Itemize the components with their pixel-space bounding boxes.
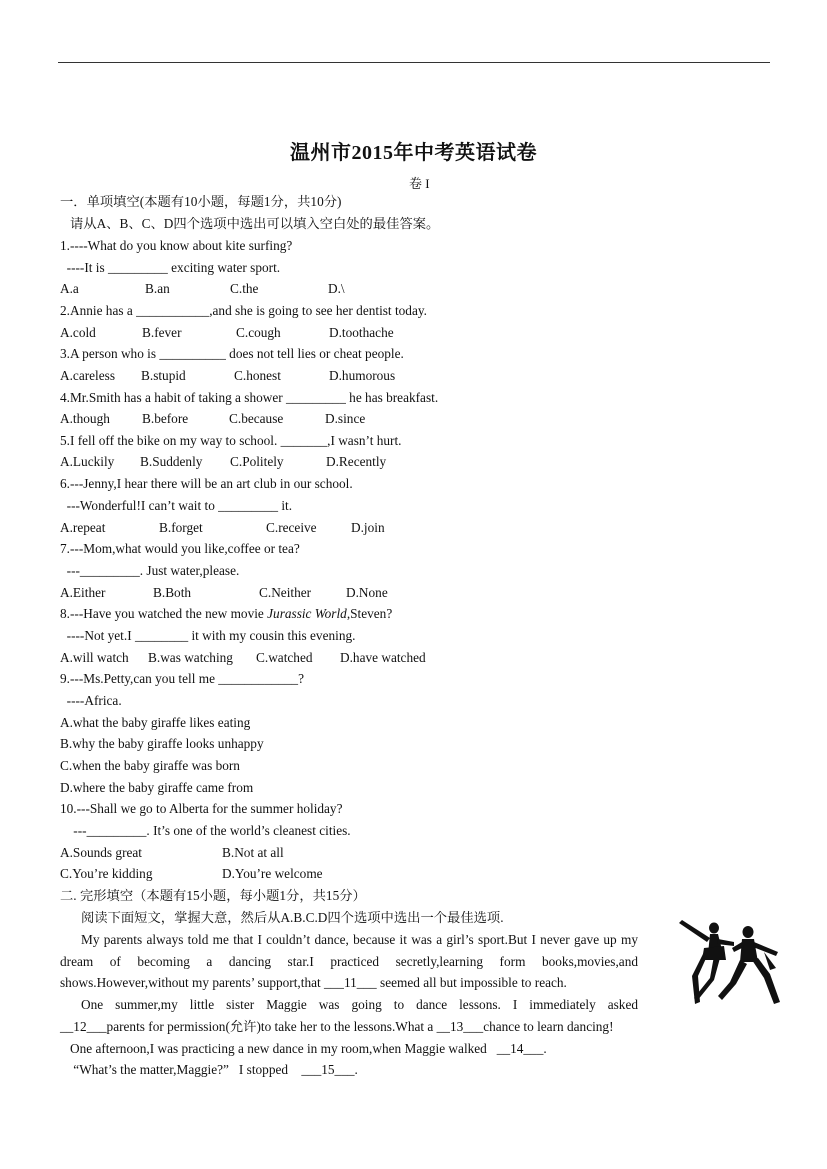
q2-option-c: C.cough bbox=[236, 325, 281, 340]
q7-option-d: D.None bbox=[346, 585, 388, 600]
q3-stem: 3.A person who is __________ does not tell lies or cheat people. bbox=[60, 346, 404, 361]
q2-option-a: A.cold bbox=[60, 325, 96, 340]
q7-stem: 7.---Mom,what would you like,coffee or tea? bbox=[60, 541, 300, 556]
passage-paragraph-2a: One summer,my little sister Maggie was going to dance lessons. I immediately asked bbox=[81, 997, 638, 1012]
q5-option-a: A.Luckily bbox=[60, 454, 115, 469]
q5-option-b: B.Suddenly bbox=[140, 454, 203, 469]
q9-stem: 9.---Ms.Petty,can you tell me ____________? bbox=[60, 671, 304, 686]
q4-option-c: C.because bbox=[229, 411, 284, 426]
q1-stem2: ----It is _________ exciting water sport. bbox=[60, 260, 281, 275]
q1-stem: 1.----What do you know about kite surfing? bbox=[60, 238, 293, 253]
q8-stem2: ----Not yet.I ________ it with my cousin this evening. bbox=[60, 628, 356, 643]
passage-paragraph-1: My parents always told me that I couldn’t dance, because it was a girl’s sport.But I never gave up my dream of becoming a dancing star.I practiced secretly,learning form books,movies,and shows.However,without my parents’ support,that ___11___ seemed all but impossible to reach. bbox=[60, 932, 638, 991]
section1-heading: 一．单项填空(本题有10小题，每题1分，共10分) bbox=[60, 194, 342, 209]
q9-option-b: B.why the baby giraffe looks unhappy bbox=[60, 736, 264, 751]
q4-stem: 4.Mr.Smith has a habit of taking a shower _________ he has breakfast. bbox=[60, 390, 439, 405]
q10-option-b: B.Not at all bbox=[222, 845, 284, 860]
section2-heading: 二. 完形填空（本题有15小题，每小题1分，共15分） bbox=[60, 888, 366, 903]
q3-option-c: C.honest bbox=[234, 368, 281, 383]
q8-option-a: A.will watch bbox=[60, 650, 129, 665]
q9-stem2: ----Africa. bbox=[60, 693, 122, 708]
q5-option-d: D.Recently bbox=[326, 454, 387, 469]
q7-option-a: A.Either bbox=[60, 585, 106, 600]
q1-option-a: A.a bbox=[60, 281, 79, 296]
q8-stem-post: ,Steven? bbox=[346, 606, 393, 621]
q10-stem2: ---_________. It’s one of the world’s cleanest cities. bbox=[60, 823, 351, 838]
q9-option-a: A.what the baby giraffe likes eating bbox=[60, 715, 251, 730]
passage-paragraph-3: One afternoon,I was practicing a new dance in my room,when Maggie walked __14___. bbox=[60, 1041, 547, 1056]
page-title: 温州市2015年中考英语试卷 bbox=[290, 142, 537, 164]
q2-stem: 2.Annie has a ___________,and she is going to see her dentist today. bbox=[60, 303, 427, 318]
q8-option-c: C.watched bbox=[256, 650, 313, 665]
q3-option-b: B.stupid bbox=[141, 368, 186, 383]
q4-option-d: D.since bbox=[325, 411, 366, 426]
q10-stem: 10.---Shall we go to Alberta for the summer holiday? bbox=[60, 801, 343, 816]
q10-option-d: D.You’re welcome bbox=[222, 866, 323, 881]
passage-paragraph-4: “What’s the matter,Maggie?” I stopped ___15___. bbox=[60, 1062, 358, 1077]
q3-option-d: D.humorous bbox=[329, 368, 396, 383]
q8-option-d: D.have watched bbox=[340, 650, 426, 665]
passage-paragraph-2b: __12___parents for permission(允许)to take her to the lessons.What a __13___chance to learn dancing! bbox=[60, 1019, 614, 1034]
q6-option-a: A.repeat bbox=[60, 520, 106, 535]
q1-option-b: B.an bbox=[145, 281, 170, 296]
q5-option-c: C.Politely bbox=[230, 454, 284, 469]
q10-option-a: A.Sounds great bbox=[60, 845, 142, 860]
q8-option-b: B.was watching bbox=[148, 650, 233, 665]
q7-option-b: B.Both bbox=[153, 585, 192, 600]
header-rule bbox=[58, 62, 770, 63]
q7-stem2: ---_________. Just water,please. bbox=[60, 563, 240, 578]
q4-option-a: A.though bbox=[60, 411, 110, 426]
q3-option-a: A.careless bbox=[60, 368, 116, 383]
q6-stem2: ---Wonderful!I can’t wait to _________ it. bbox=[60, 498, 293, 513]
q6-option-b: B.forget bbox=[159, 520, 203, 535]
q9-option-d: D.where the baby giraffe came from bbox=[60, 780, 254, 795]
q5-stem: 5.I fell off the bike on my way to school. _______,I wasn’t hurt. bbox=[60, 433, 402, 448]
q6-option-d: D.join bbox=[351, 520, 385, 535]
q9-option-c: C.when the baby giraffe was born bbox=[60, 758, 240, 773]
q8-movie-title: Jurassic World bbox=[267, 606, 347, 621]
section1-instruction: 请从A、B、C、D四个选项中选出可以填入空白处的最佳答案。 bbox=[60, 216, 440, 231]
q6-option-c: C.receive bbox=[266, 520, 317, 535]
page-subtitle: 卷 I bbox=[409, 176, 430, 191]
q10-option-c: C.You’re kidding bbox=[60, 866, 153, 881]
q2-option-b: B.fever bbox=[142, 325, 182, 340]
q7-option-c: C.Neither bbox=[259, 585, 312, 600]
q4-option-b: B.before bbox=[142, 411, 189, 426]
dancers-illustration bbox=[652, 912, 786, 1012]
q1-option-c: C.the bbox=[230, 281, 259, 296]
q8-stem bbox=[60, 606, 392, 622]
section2-instruction: 阅读下面短文，掌握大意，然后从A.B.C.D四个选项中选出一个最佳选项. bbox=[81, 910, 504, 925]
q2-option-d: D.toothache bbox=[329, 325, 394, 340]
q6-stem: 6.---Jenny,I hear there will be an art club in our school. bbox=[60, 476, 353, 491]
q8-stem-pre: 8.---Have you watched the new movie bbox=[60, 606, 268, 621]
q1-option-d: D.\ bbox=[328, 281, 345, 296]
